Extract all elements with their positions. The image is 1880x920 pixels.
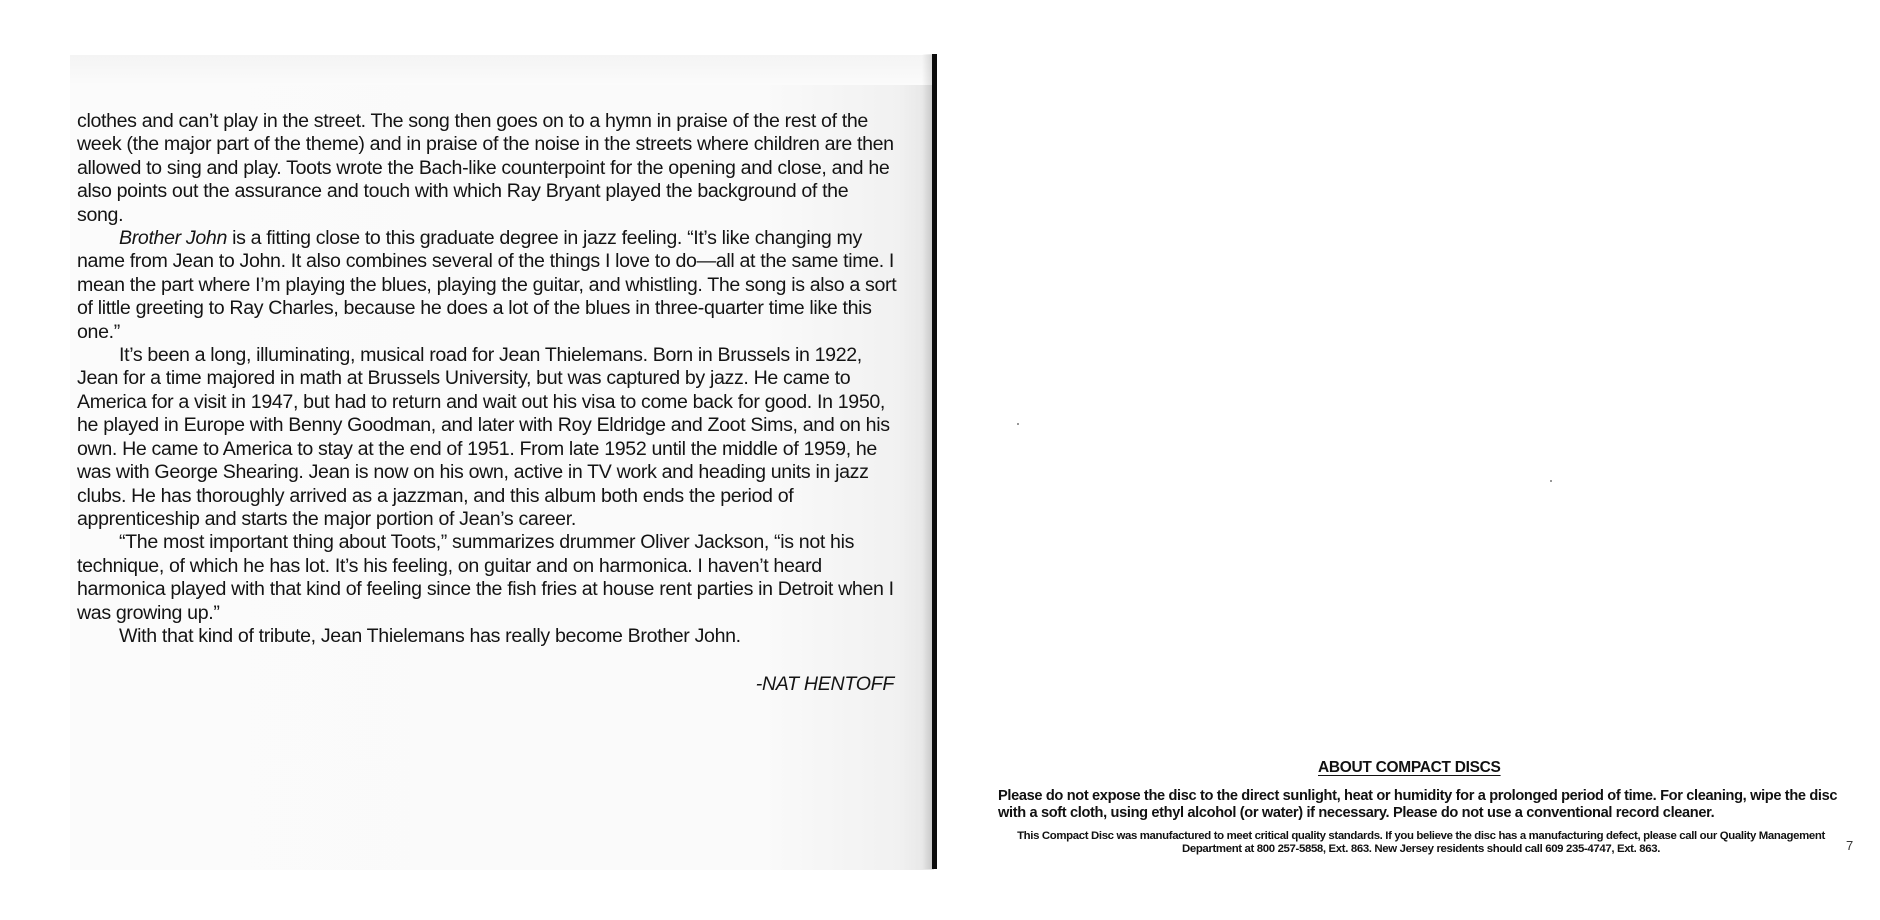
liner-notes-paragraph: “The most important thing about Toots,” summarizes drummer Oliver Jackson, “is not his technique, of which he has lot. It’s his feeling, on guitar and on harmonica. I haven’t heard harmonica played with that kind of feeling since the fish fries at house rent parties in Detroit when I was growing up.”	[77, 531, 894, 624]
spine-shadow	[922, 54, 932, 869]
right-page	[938, 55, 1880, 870]
page-number: 7	[1846, 838, 1854, 853]
liner-notes-paragraph: It’s been a long, illuminating, musical road for Jean Thielemans. Born in Brussels in 1922, Jean for a time majored in math at Brussels University, but was captured by jazz. He came to America for a visit in 1947, but had to return and wait out his visa to come back for good. In 1950, he played in Europe with Benny Goodman, and later with Roy Eldridge and Zoot Sims, and on his own. He came to America to stay at the end of 1951. From late 1952 until the middle of 1959, he was with George Shearing. Jean is now on his own, active in TV work and heading units in jazz clubs. He has thoroughly arrived as a jazzman, and this album both ends the period of apprenticeship and starts the major portion of Jean’s career.	[77, 344, 890, 530]
author-signature: -NAT HENTOFF	[755, 673, 894, 695]
about-compact-discs-heading: ABOUT COMPACT DISCS	[1318, 759, 1501, 776]
disc-care-notice: Please do not expose the disc to the direct sunlight, heat or humidity for a prolonged period of time. For cleaning, wipe the disc with a soft cloth, using ethyl alcohol (or water) if necessary. Please do not use a conventional record cleaner.	[998, 788, 1838, 821]
paper-speck	[1550, 480, 1552, 482]
liner-notes-paragraph	[77, 227, 897, 344]
booklet-spine	[932, 54, 937, 869]
page-top-shade	[70, 55, 934, 85]
liner-notes-paragraph: With that kind of tribute, Jean Thielemans has really become Brother John.	[119, 624, 741, 647]
liner-notes-paragraph: clothes and can’t play in the street. The song then goes on to a hymn in praise of the rest of the week (the major part of the theme) and in praise of the noise in the streets where children are then allowed to sing and play. Toots wrote the Bach-like counterpoint for the opening and close, and he also points out the assurance and touch with which Ray Bryant played the background of the song.	[77, 110, 894, 226]
liner-notes-paragraph-text: is a fitting close to this graduate degree in jazz feeling. “It’s like changing my name from Jean to John. It also combines several of the things I love to do—all at the same time. I mean the part where I’m playing the blues, playing the guitar, and whistling. The song is also a sort of little greeting to Ray Charles, because he does a lot of the blues in three-quarter time like this one.”	[77, 227, 897, 343]
song-title: Brother John	[119, 227, 227, 250]
paper-speck	[1017, 423, 1019, 425]
quality-notice: This Compact Disc was manufactured to meet critical quality standards. If you believe the disc has a manufacturing defect, please call our Quality Management Department at 800 257-5858, Ext. 863. New Jersey residents should call 609 235-4747, Ext. 863.	[1017, 830, 1825, 855]
liner-notes-article	[77, 110, 897, 648]
